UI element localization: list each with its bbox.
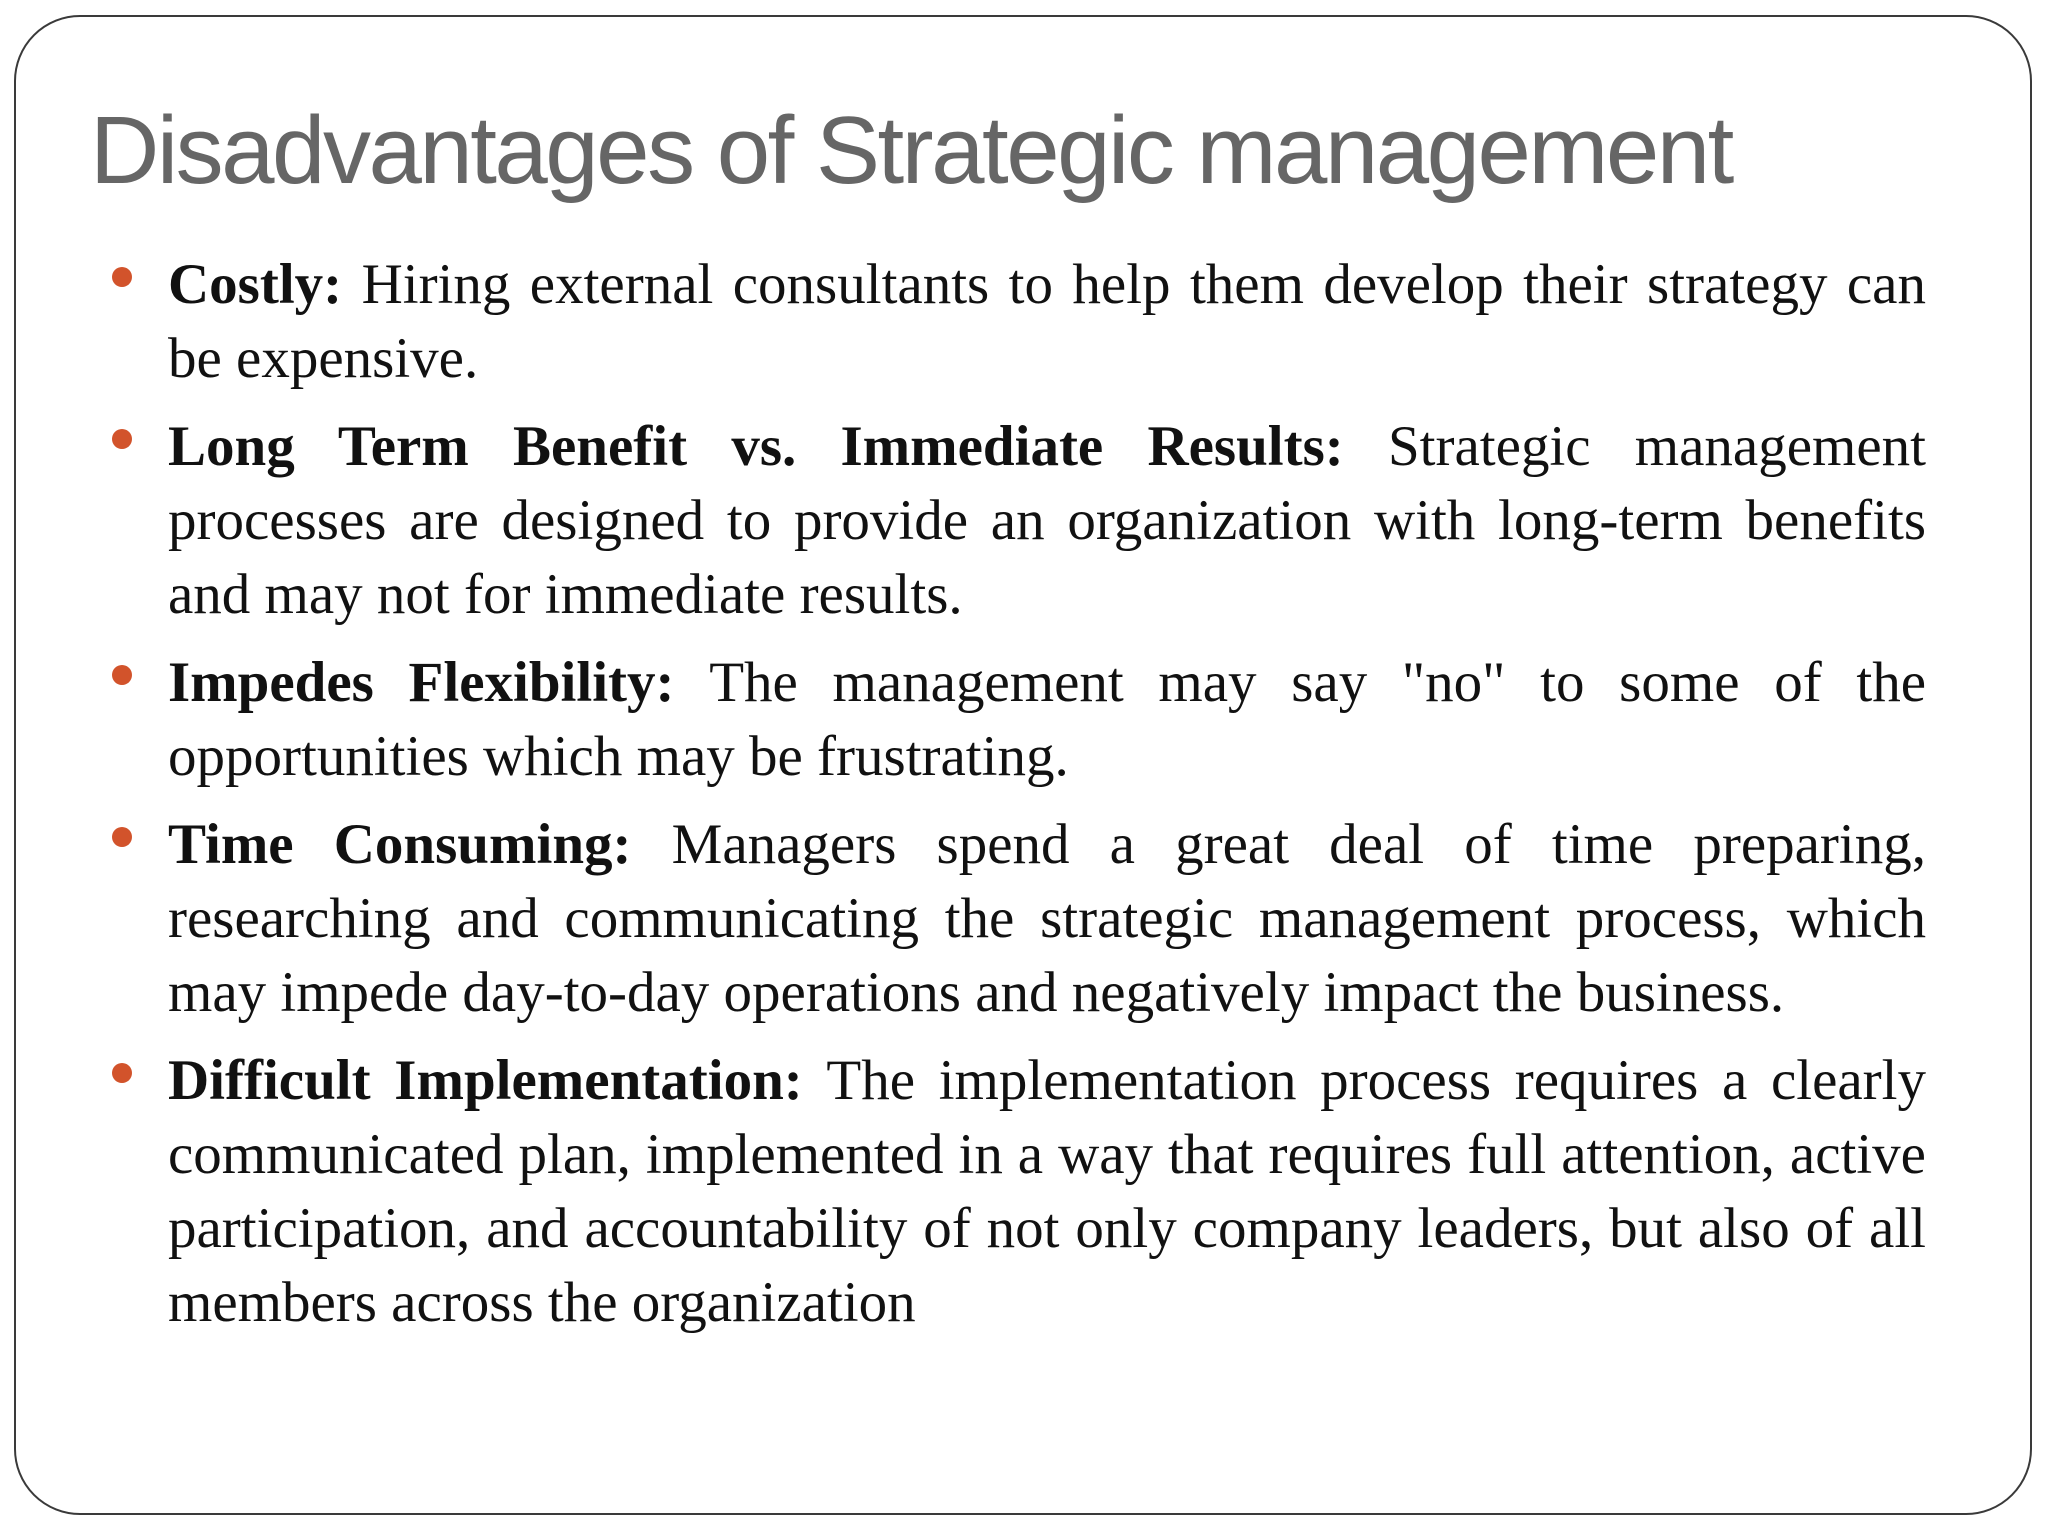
bullet-marker-icon bbox=[112, 429, 132, 449]
bullet-text: Hiring external consultants to help them develop their strategy can be expensive. bbox=[168, 253, 1926, 390]
bullet-marker-icon bbox=[112, 1063, 132, 1083]
bullet-item-impedes-flexibility bbox=[168, 646, 1926, 794]
bullet-list bbox=[168, 248, 1926, 1354]
bullet-term: Costly: bbox=[168, 253, 362, 316]
bullet-term: Long Term Benefit vs. Immediate Results: bbox=[168, 415, 1388, 478]
bullet-text: The management may say "no" to some of the opportunities which may be frustrating. bbox=[168, 651, 1927, 788]
bullet-marker-icon bbox=[112, 665, 132, 685]
bullet-text: Strategic management processes are designed to provide an organization with long-term benefits and may not for immediate results. bbox=[168, 415, 1926, 626]
slide-title: Disadvantages of Strategic management bbox=[90, 97, 1732, 204]
bullet-text: Managers spend a great deal of time preparing, researching and communicating the strategic management process, which may impede day-to-day operations and negatively impact the business. bbox=[168, 813, 1926, 1024]
bullet-item-time-consuming bbox=[168, 808, 1926, 1030]
bullet-text: The implementation process requires a clearly communicated plan, implemented in a way that requires full attention, active participation, and accountability of not only company leaders, but also of all members across the organization bbox=[168, 1049, 1926, 1334]
bullet-item-long-term-benefit bbox=[168, 410, 1926, 632]
bullet-term: Difficult Implementation: bbox=[168, 1049, 827, 1112]
bullet-marker-icon bbox=[112, 827, 132, 847]
bullet-item-costly bbox=[168, 248, 1926, 396]
bullet-term: Impedes Flexibility: bbox=[168, 651, 710, 714]
bullet-term: Time Consuming: bbox=[168, 813, 672, 876]
bullet-item-difficult-implementation bbox=[168, 1044, 1926, 1340]
bullet-marker-icon bbox=[112, 267, 132, 287]
